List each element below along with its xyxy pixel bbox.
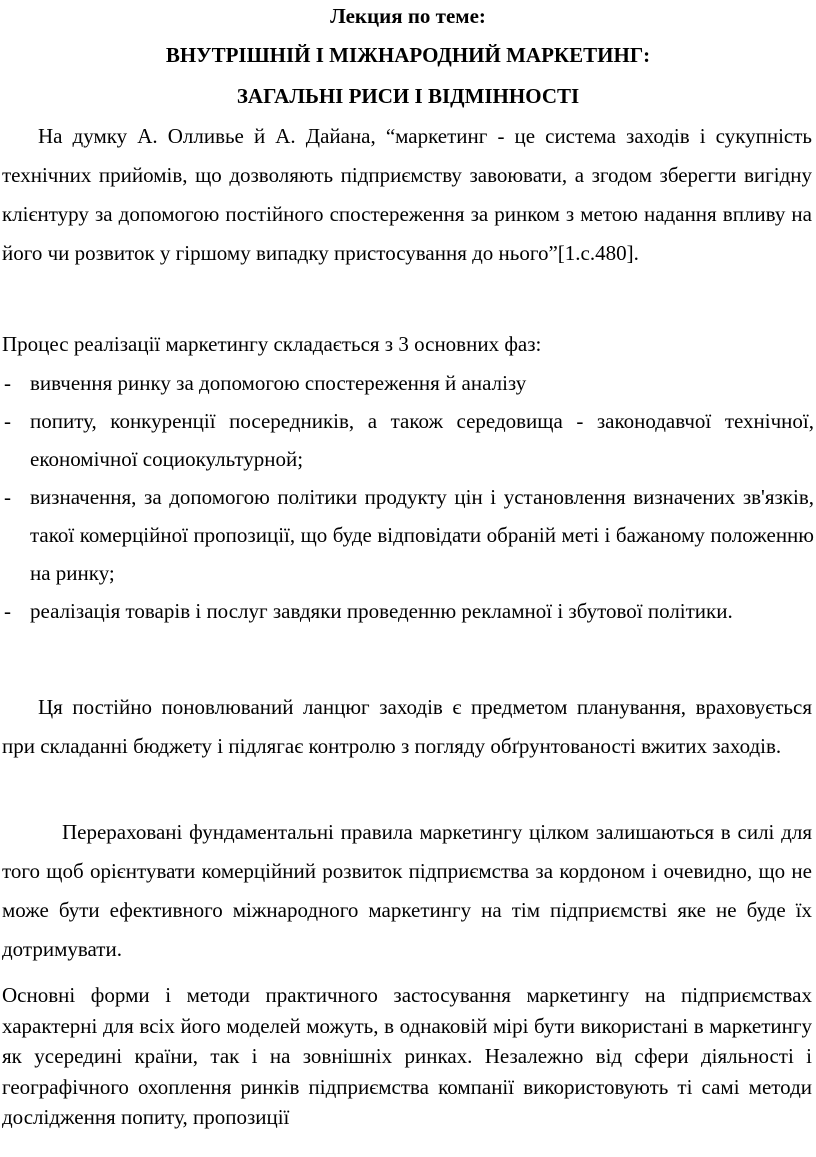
list-dash: - <box>4 409 11 433</box>
paragraph-fundamental-rules: Перераховані фундаментальні правила маркетингу цілком залишаються в силі для того щоб орієнтувати комерційний розвиток підприємства за кордоном і очевидно, що не може бути ефективного міжнародного маркетингу на тім підприємстві яке не буде їх дотримувати. <box>2 820 812 961</box>
list-item-text: вивчення ринку за допомогою спостереження й аналізу <box>30 371 527 395</box>
paragraph-planning: Ця постійно поновлюваний ланцюг заходів є предметом планування, враховується при складанні бюджету і підлягає контролю з погляду обґрунтованості вжитих заходів. <box>2 695 812 758</box>
list-item <box>0 402 814 478</box>
list-item-text: визначення, за допомогою політики продукту цін і установлення визначених зв'язків, такої комерційної пропозиції, що буде відповідати обраній меті і бажаному положенню на ринку; <box>30 485 814 585</box>
paragraph-definition: На думку А. Олливье й А. Дайана, “маркетинг - це система заходів і сукупність технічних прийомів, що дозволяють підприємству завоювати, а згодом зберегти вигідну клієнтуру за допомогою постійного спостереження за ринком з метою надання впливу на його чи розвиток у гіршому випадку пристосування до нього”[1.с.480]. <box>2 124 812 265</box>
list-item-text: реалізація товарів і послуг завдяки проведенню рекламної і збутової політики. <box>30 599 733 623</box>
paragraph-phases-intro: Процес реалізації маркетингу складається з 3 основних фаз: <box>2 332 542 356</box>
lecture-topic-line: Лекция по теме: <box>330 4 486 28</box>
phases-list <box>0 364 814 630</box>
list-dash: - <box>4 599 11 623</box>
list-item <box>0 592 814 630</box>
list-dash: - <box>4 371 11 395</box>
list-item-text: попиту, конкуренції посередників, а також середовища - законодавчої технічної, економічної социокультурной; <box>30 409 814 471</box>
title-line-2: ЗАГАЛЬНІ РИСИ І ВІДМІННОСТІ <box>236 84 580 108</box>
paragraph-methods: Основні форми і методи практичного застосування маркетингу на підприємствах характерні для всіх його моделей можуть, в однаковій мірі бути використані в маркетингу як усередині країни, так і на зовнішніх ринках. Незалежно від сфери діяльності і географічного охоплення ринків підприємства компанії використовують ті самі методи дослідження попиту, пропозиції <box>2 983 812 1129</box>
list-dash: - <box>4 485 11 509</box>
title-line-1: ВНУТРІШНІЙ І МІЖНАРОДНИЙ МАРКЕТИНГ: <box>165 43 651 67</box>
list-item <box>0 364 814 402</box>
list-item <box>0 478 814 592</box>
